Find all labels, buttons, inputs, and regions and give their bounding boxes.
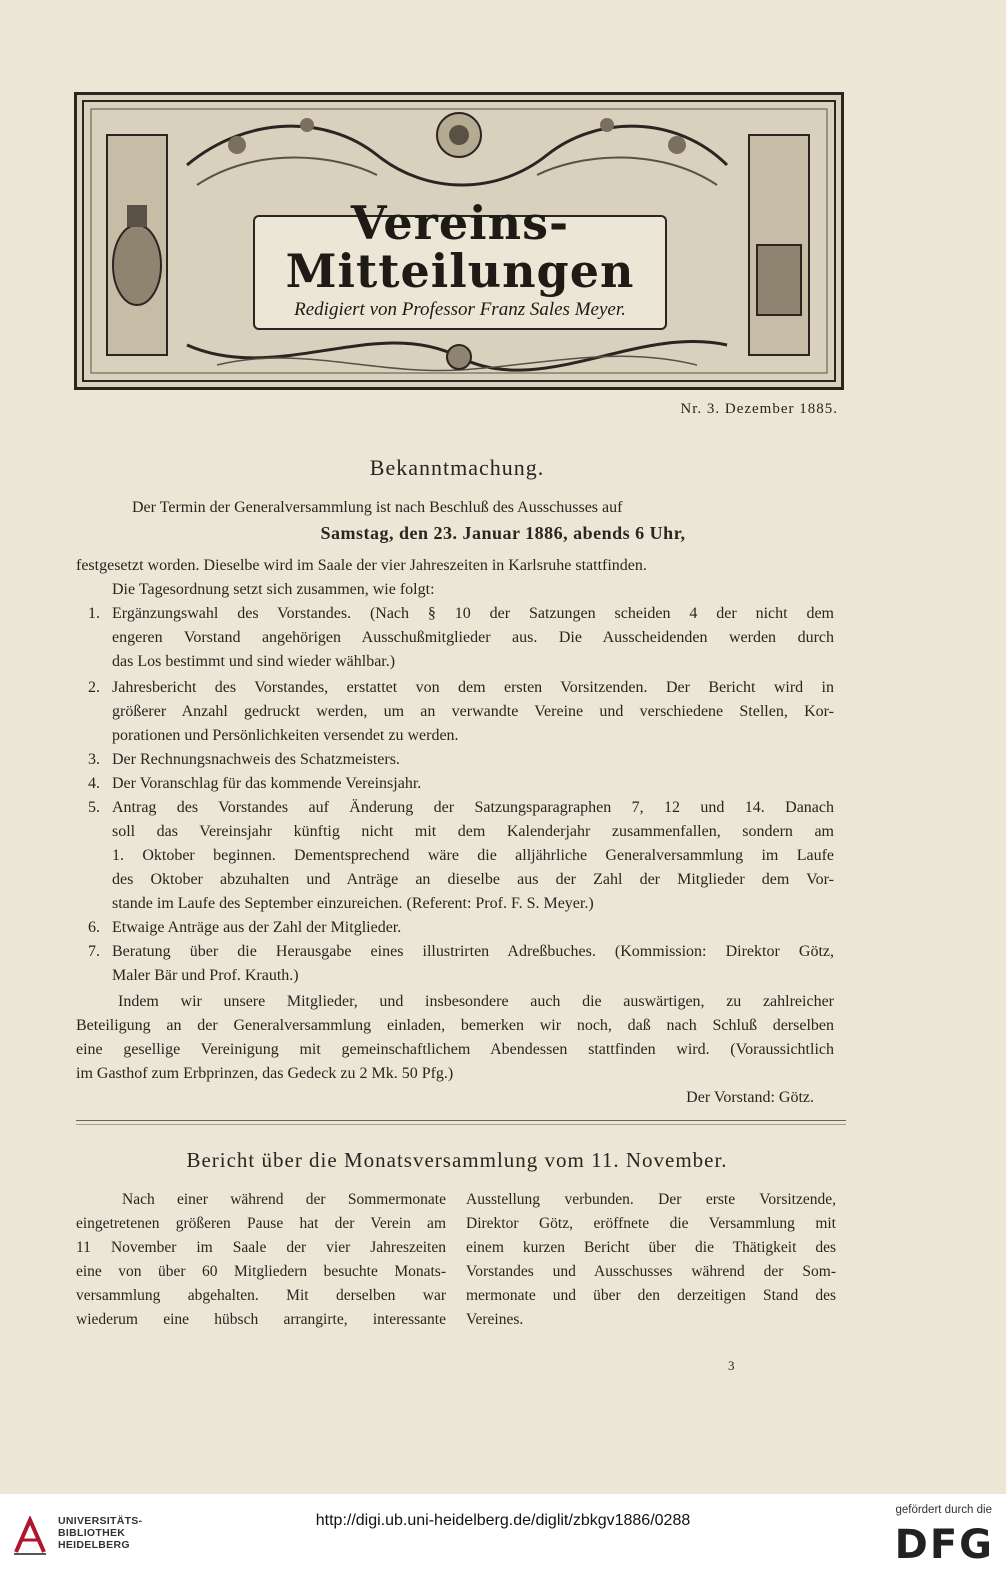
agenda-item-1-line: das Los bestimmt und sind wieder wählbar.) — [112, 653, 396, 670]
agenda-item-5-line: Antrag des Vorstandes auf Änderung der Satzungsparagraphen 7, 12 und 14. Danach — [112, 799, 834, 816]
masthead-title — [255, 196, 665, 299]
library-name-line: UNIVERSITÄTS- — [58, 1515, 143, 1527]
report-right-line: Direktor Götz, eröffnete die Versammlung mit — [466, 1215, 836, 1232]
agenda-item-5-line: 1. Oktober beginnen. Dementsprechend wäre die alljährliche Generalversammlung im Laufe — [112, 847, 834, 864]
signature: Der Vorstand: Götz. — [686, 1089, 814, 1106]
viewer-footer — [0, 1494, 1006, 1572]
closing-line: im Gasthof zum Erbprinzen, das Gedeck zu 2 Mk. 50 Pfg.) — [76, 1065, 454, 1082]
masthead-title-line1: Vereins- — [350, 196, 570, 250]
report-left-column — [76, 1188, 446, 1332]
report-left-line: eine von über 60 Mitgliedern besuchte Monats- — [76, 1263, 446, 1280]
agenda-item-6-line: Etwaige Anträge aus der Zahl der Mitglieder. — [112, 919, 402, 936]
agenda-item-2-line: größerer Anzahl gedruckt werden, um an verwandte Vereine und verschiedene Stellen, Kor- — [112, 703, 834, 720]
report-right-line: Vorstandes und Ausschusses während der Som- — [466, 1263, 836, 1280]
report-left-line: Nach einer während der Sommermonate — [122, 1191, 446, 1208]
masthead-ornament — [74, 92, 844, 390]
report-right-line: mermonate und über den derzeitigen Stand des — [466, 1287, 836, 1304]
report-right-line: einem kurzen Bericht über die Thätigkeit des — [466, 1239, 836, 1256]
announcement-line2: festgesetzt worden. Dieselbe wird im Saale der vier Jahreszeiten in Karlsruhe stattfinden. — [76, 557, 647, 574]
closing-line: eine gesellige Vereinigung mit gemeinschaftlichem Abendessen stattfinden wird. (Voraussichtlich — [76, 1041, 834, 1058]
closing-line: Beteiligung an der Generalversammlung einladen, bemerken wir noch, daß nach Schluß derselben — [76, 1017, 834, 1034]
report-left-line: eingetretenen größeren Pause hat der Verein am — [76, 1215, 446, 1232]
report-right-column — [466, 1188, 836, 1332]
agenda-num: 3. — [88, 751, 100, 768]
announcement-line1: Der Termin der Generalversammlung ist nach Beschluß des Ausschusses auf — [132, 499, 623, 516]
closing-line: Indem wir unsere Mitglieder, und insbesondere auch die auswärtigen, zu zahlreicher — [118, 993, 834, 1010]
agenda-num: 6. — [88, 919, 100, 936]
agenda-intro: Die Tagesordnung setzt sich zusammen, wie folgt: — [112, 581, 435, 598]
agenda-item-3-line: Der Rechnungsnachweis des Schatzmeisters. — [112, 751, 400, 768]
agenda-item-5-line: des Oktober abzuhalten und Anträge an dieselbe aus der Zahl der Mitglieder dem Vor- — [112, 871, 834, 888]
agenda-item-1-line: Ergänzungswahl des Vorstandes. (Nach § 10 der Satzungen scheiden 4 der nicht dem — [112, 605, 834, 622]
issue-info: Nr. 3. Dezember 1885. — [680, 401, 838, 417]
page-number: 3 — [728, 1358, 735, 1373]
report-right-line: Ausstellung verbunden. Der erste Vorsitzende, — [466, 1191, 836, 1208]
library-name-line: HEIDELBERG — [58, 1539, 130, 1551]
report-left-line: wiederum eine hübsch arrangirte, interessante — [76, 1311, 446, 1328]
masthead-title-panel — [253, 196, 667, 330]
report-right-line: Vereines. — [466, 1311, 524, 1328]
report-left-line: versammlung abgehalten. Mit derselben war — [76, 1287, 446, 1304]
agenda-item-5-line: stande im Laufe des September einzureichen. (Referent: Prof. F. S. Meyer.) — [112, 895, 594, 912]
agenda-num: 5. — [88, 799, 100, 816]
agenda-item-2-line: porationen und Persönlichkeiten versendet zu werden. — [112, 727, 459, 744]
masthead-subtitle: Redigiert von Professor Franz Sales Meyer. — [294, 299, 626, 320]
agenda-num: 7. — [88, 943, 100, 960]
report-left-line: 11 November im Saale der vier Jahreszeiten — [76, 1239, 446, 1256]
section-divider-thin — [76, 1124, 846, 1125]
agenda-item-4-line: Der Voranschlag für das kommende Vereinsjahr. — [112, 775, 422, 792]
agenda-num: 2. — [88, 679, 100, 696]
agenda-num: 4. — [88, 775, 100, 792]
funding-label: gefördert durch die — [895, 1504, 992, 1516]
document-url-link[interactable]: http://digi.ub.uni-heidelberg.de/diglit/zbkgv1886/0288 — [315, 1512, 691, 1529]
agenda-item-7-line: Beratung über die Herausgabe eines illustrirten Adreßbuches. (Kommission: Direktor Götz, — [112, 943, 834, 960]
agenda-item-5-line: soll das Vereinsjahr künftig nicht mit dem Kalenderjahr zusammenfallen, sondern am — [112, 823, 834, 840]
report-heading: Bericht über die Monatsversammlung vom 11. November. — [186, 1148, 728, 1172]
dfg-logo: DFG — [894, 1522, 994, 1568]
agenda-item-2-line: Jahresbericht des Vorstandes, erstattet von dem ersten Vorsitzenden. Der Bericht wird in — [112, 679, 834, 696]
agenda-num: 1. — [88, 605, 100, 622]
agenda-item-1-line: engeren Vorstand angehörigen Ausschußmitglieder aus. Die Ausscheidenden werden durch — [112, 629, 834, 646]
library-name-line: BIBLIOTHEK — [58, 1527, 126, 1539]
section-divider — [76, 1120, 846, 1121]
masthead-title-line2: Mitteilungen — [285, 244, 635, 299]
agenda-item-7-line: Maler Bär und Prof. Krauth.) — [112, 967, 299, 984]
announcement-heading: Bekanntmachung. — [369, 455, 545, 480]
meeting-date: Samstag, den 23. Januar 1886, abends 6 Uhr, — [320, 523, 686, 543]
